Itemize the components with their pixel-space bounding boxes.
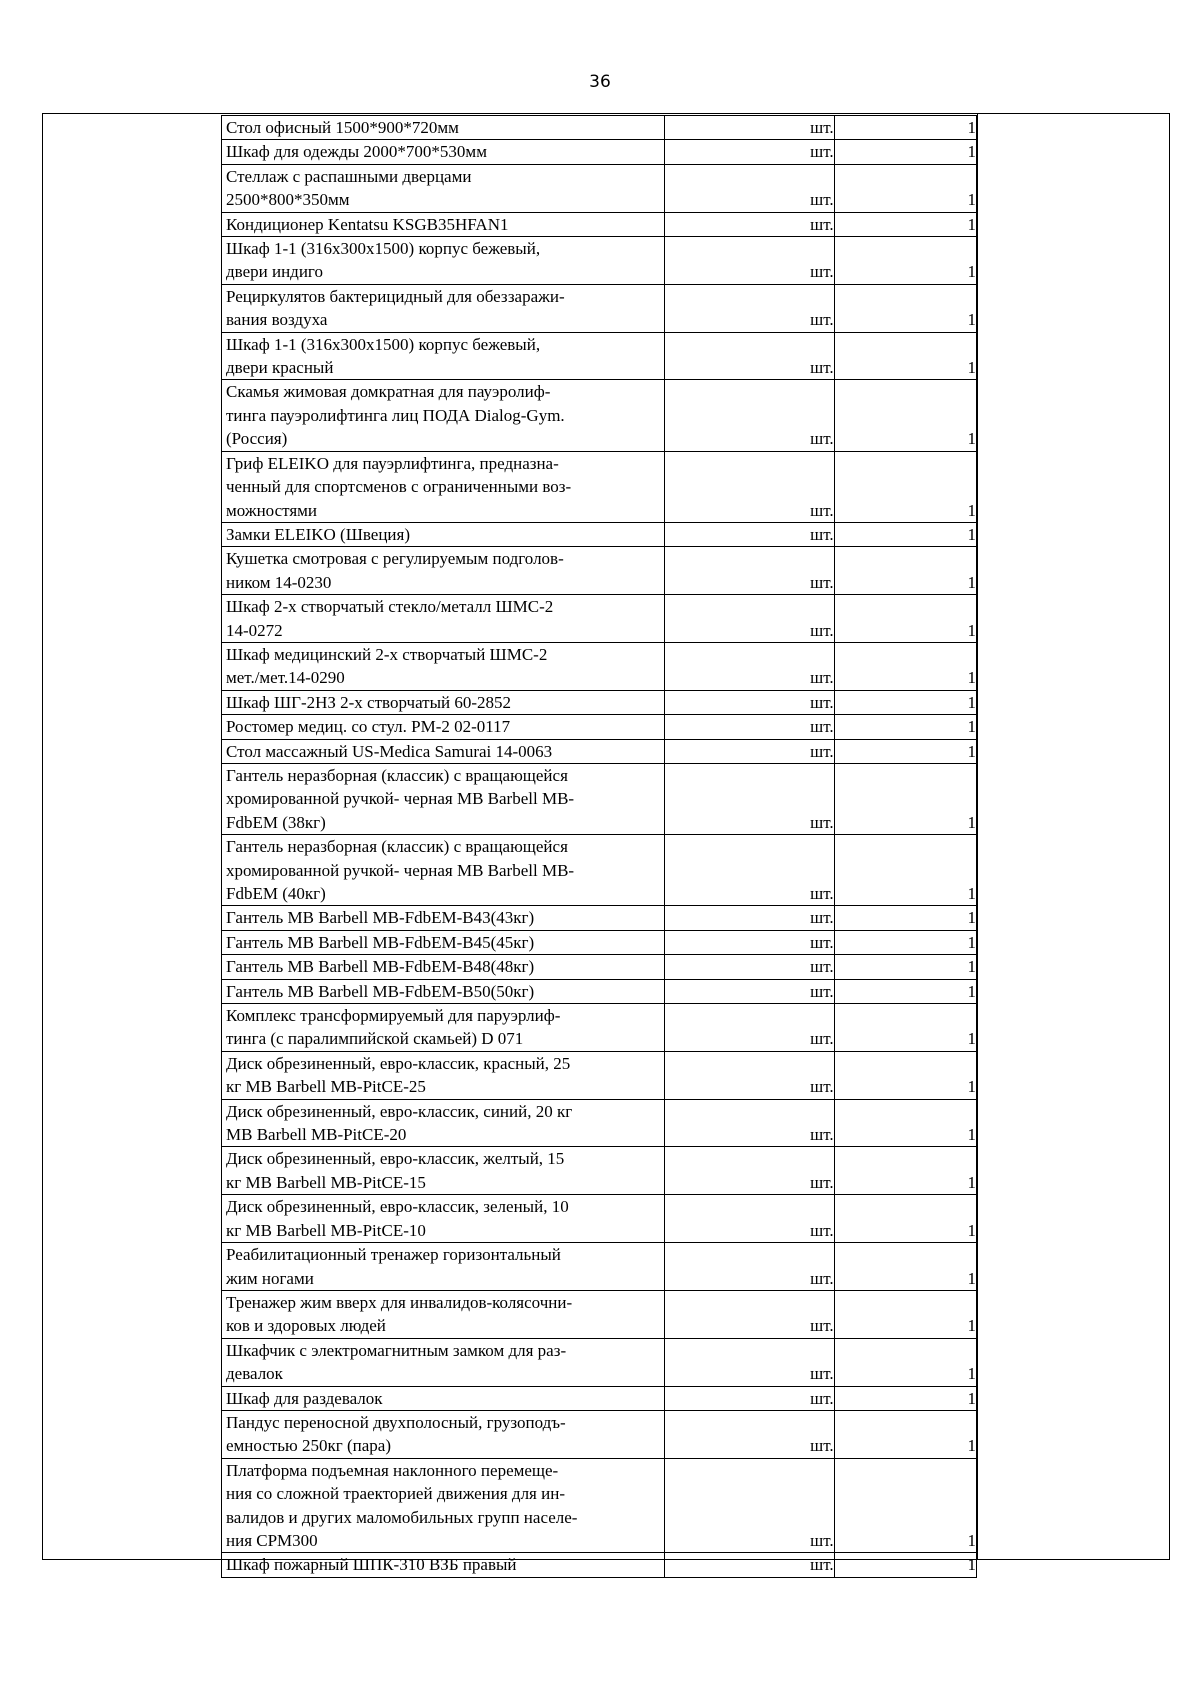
item-unit-cell: шт. <box>665 1099 834 1147</box>
item-name-line: FdbEM (40кг) <box>226 884 326 903</box>
table-row <box>222 642 977 690</box>
item-qty-cell: 1 <box>834 979 976 1003</box>
item-unit-cell: шт. <box>665 1147 834 1195</box>
item-name-cell <box>222 1338 665 1386</box>
table-row <box>222 380 977 451</box>
item-name-line: Диск обрезиненный, евро-классик, зеленый, 10 <box>226 1197 569 1217</box>
item-name-line: Гантель неразборная (классик) с вращающейся <box>226 837 568 857</box>
item-name-cell <box>222 1386 665 1410</box>
item-name-line: вания воздуха <box>226 310 328 330</box>
item-name-cell <box>222 1147 665 1195</box>
item-unit-cell: шт. <box>665 1338 834 1386</box>
item-unit-cell: шт. <box>665 237 834 285</box>
item-name-cell <box>222 1290 665 1338</box>
item-qty-cell: 1 <box>834 739 976 763</box>
item-name-line: Шкаф 2-х створчатый стекло/металл ШМС-2 <box>226 597 554 617</box>
item-name-line: Стол массажный US-Medica Samurai 14-0063 <box>226 741 553 761</box>
item-name-cell <box>222 547 665 595</box>
item-name-cell <box>222 642 665 690</box>
item-name-line: хромированной ручкой- черная MB Barbell MB- <box>226 860 575 880</box>
item-qty-cell: 1 <box>834 1099 976 1147</box>
table-row <box>222 1553 977 1577</box>
table-row <box>222 140 977 164</box>
table-row <box>222 547 977 595</box>
item-name-line: Шкаф медицинский 2-х створчатый ШМС-2 <box>226 644 548 664</box>
table-row <box>222 739 977 763</box>
item-name-cell <box>222 1195 665 1243</box>
item-name-line: можностями <box>226 500 318 520</box>
item-unit-cell: шт. <box>665 1004 834 1052</box>
item-name-line: Диск обрезиненный, евро-классик, синий, 20 кг <box>226 1101 573 1121</box>
item-unit-cell: шт. <box>665 1386 834 1410</box>
item-unit-cell: шт. <box>665 979 834 1003</box>
item-unit-cell: шт. <box>665 930 834 954</box>
table-row <box>222 715 977 739</box>
item-name-line: Скамья жимовая домкратная для пауэролиф- <box>226 382 551 402</box>
item-qty-cell: 1 <box>834 212 976 236</box>
item-name-line: ния СРМ300 <box>226 1530 318 1550</box>
table-row <box>222 1099 977 1147</box>
item-unit-cell: шт. <box>665 284 834 332</box>
item-name-line: Шкаф ШГ-2НЗ 2-х створчатый 60-2852 <box>226 692 512 712</box>
item-qty-cell: 1 <box>834 140 976 164</box>
item-unit-cell: шт. <box>665 739 834 763</box>
item-name-line: Реабилитационный тренажер горизонтальный <box>226 1245 561 1265</box>
item-unit-cell: шт. <box>665 1195 834 1243</box>
table-row <box>222 164 977 212</box>
item-name-line: MB Barbell MB-PitCE-20 <box>226 1125 407 1145</box>
item-qty-cell: 1 <box>834 380 976 451</box>
table-row <box>222 906 977 930</box>
item-name-cell <box>222 595 665 643</box>
item-name-line: ником 14-0230 <box>226 572 332 592</box>
item-qty-cell: 1 <box>834 763 976 834</box>
item-unit-cell: шт. <box>665 955 834 979</box>
item-unit-cell: шт. <box>665 595 834 643</box>
item-name-cell <box>222 451 665 522</box>
item-name-line: ченный для спортсменов с ограниченными воз- <box>226 477 572 497</box>
item-qty-cell: 1 <box>834 642 976 690</box>
item-name-line: тинга пауэролифтинга лиц ПОДА Dialog-Gym. <box>226 405 565 425</box>
item-qty-cell: 1 <box>834 1051 976 1099</box>
table-row <box>222 212 977 236</box>
item-name-line: Диск обрезиненный, евро-классик, желтый, 15 <box>226 1149 565 1169</box>
item-qty-cell: 1 <box>834 835 976 906</box>
item-qty-cell: 1 <box>834 1458 976 1553</box>
item-qty-cell: 1 <box>834 1195 976 1243</box>
item-name-line: ния со сложной траекторией движения для ин- <box>226 1484 565 1504</box>
item-name-line: Гантель MB Barbell MB-FdbEM-B43(43кг) <box>226 908 535 928</box>
item-unit-cell: шт. <box>665 642 834 690</box>
item-qty-cell: 1 <box>834 1338 976 1386</box>
item-name-cell <box>222 140 665 164</box>
item-name-cell <box>222 1553 665 1577</box>
item-name-line: Ростомер медиц. со стул. РМ-2 02-0117 <box>226 717 511 737</box>
item-name-line: жим ногами <box>226 1268 314 1288</box>
item-qty-cell: 1 <box>834 1553 976 1577</box>
table-row <box>222 1410 977 1458</box>
item-name-line: Рециркулятов бактерицидный для обеззаражи- <box>226 286 565 306</box>
table-row <box>222 1195 977 1243</box>
item-name-line: емностью 250кг (пара) <box>226 1436 391 1456</box>
item-name-line: Кондиционер Kentatsu KSGB35HFAN1 <box>226 214 509 234</box>
item-name-cell <box>222 116 665 140</box>
table-row <box>222 1458 977 1553</box>
item-qty-cell: 1 <box>834 237 976 285</box>
table-row <box>222 930 977 954</box>
table-right-divider <box>977 113 978 1560</box>
item-unit-cell: шт. <box>665 906 834 930</box>
item-unit-cell: шт. <box>665 1410 834 1458</box>
item-name-cell <box>222 332 665 380</box>
item-name-line: Шкаф пожарный ШПК-310 ВЗБ правый <box>226 1555 517 1575</box>
item-name-line: Тренажер жим вверх для инвалидов-колясочни- <box>226 1292 573 1312</box>
table-row <box>222 1147 977 1195</box>
item-unit-cell: шт. <box>665 690 834 714</box>
item-name-line: (Россия) <box>226 429 288 449</box>
item-qty-cell: 1 <box>834 1290 976 1338</box>
item-name-line: Шкаф 1-1 (316х300х1500) корпус бежевый, <box>226 334 541 354</box>
items-table <box>221 115 977 1578</box>
item-name-line: Кушетка смотровая с регулируемым подголов- <box>226 549 564 569</box>
item-name-cell <box>222 380 665 451</box>
item-unit-cell: шт. <box>665 547 834 595</box>
item-qty-cell: 1 <box>834 547 976 595</box>
table-row <box>222 690 977 714</box>
item-name-cell <box>222 930 665 954</box>
item-qty-cell: 1 <box>834 1147 976 1195</box>
table-row <box>222 979 977 1003</box>
item-unit-cell: шт. <box>665 380 834 451</box>
item-name-cell <box>222 1410 665 1458</box>
item-qty-cell: 1 <box>834 930 976 954</box>
table-row <box>222 1051 977 1099</box>
item-name-line: Шкаф для раздевалок <box>226 1388 383 1408</box>
item-name-line: Диск обрезиненный, евро-классик, красный, 25 <box>226 1053 571 1073</box>
item-name-line: Шкаф для одежды 2000*700*530мм <box>226 142 487 162</box>
item-unit-cell: шт. <box>665 1458 834 1553</box>
table-row <box>222 955 977 979</box>
item-qty-cell: 1 <box>834 690 976 714</box>
item-qty-cell: 1 <box>834 332 976 380</box>
item-name-line: девалок <box>226 1364 283 1384</box>
item-unit-cell: шт. <box>665 715 834 739</box>
item-name-cell <box>222 739 665 763</box>
item-name-line: Шкафчик с электромагнитным замком для раз- <box>226 1340 567 1360</box>
item-name-cell <box>222 212 665 236</box>
item-name-cell <box>222 1243 665 1291</box>
table-row <box>222 522 977 546</box>
item-name-line: Пандус переносной двухполосный, грузоподъ- <box>226 1412 566 1432</box>
item-name-line: Комплекс трансформируемый для паруэрлиф- <box>226 1006 561 1026</box>
item-unit-cell: шт. <box>665 451 834 522</box>
item-name-line: Стеллаж с распашными дверцами <box>226 166 472 186</box>
item-name-line: двери красный <box>226 358 334 378</box>
item-qty-cell: 1 <box>834 595 976 643</box>
table-row <box>222 451 977 522</box>
item-name-cell <box>222 715 665 739</box>
item-name-cell <box>222 1458 665 1553</box>
item-name-line: Гантель неразборная (классик) с вращающейся <box>226 765 568 785</box>
item-name-line: кг MB Barbell MB-PitCE-25 <box>226 1077 426 1097</box>
item-name-line: мет./мет.14-0290 <box>226 668 345 688</box>
item-name-line: тинга (с паралимпийской скамьей) D 071 <box>226 1029 524 1049</box>
item-name-line: Гантель MB Barbell MB-FdbEM-B50(50кг) <box>226 981 535 1001</box>
item-name-cell <box>222 1099 665 1147</box>
item-name-line: Гантель MB Barbell MB-FdbEM-B48(48кг) <box>226 957 535 977</box>
item-name-line: двери индиго <box>226 262 323 282</box>
item-unit-cell: шт. <box>665 763 834 834</box>
item-qty-cell: 1 <box>834 1386 976 1410</box>
table-row <box>222 116 977 140</box>
item-unit-cell: шт. <box>665 212 834 236</box>
item-qty-cell: 1 <box>834 1004 976 1052</box>
item-name-line: Гантель MB Barbell MB-FdbEM-B45(45кг) <box>226 932 535 952</box>
item-unit-cell: шт. <box>665 1051 834 1099</box>
item-qty-cell: 1 <box>834 451 976 522</box>
item-unit-cell: шт. <box>665 116 834 140</box>
item-name-line: 2500*800*350мм <box>226 190 350 210</box>
item-name-line: Замки ELEIKO (Швеция) <box>226 524 411 544</box>
item-name-line: Шкаф 1-1 (316х300х1500) корпус бежевый, <box>226 239 541 259</box>
table-row <box>222 835 977 906</box>
item-name-line: Гриф ELEIKO для пауэрлифтинга, предназна- <box>226 453 559 473</box>
item-name-cell <box>222 979 665 1003</box>
item-qty-cell: 1 <box>834 906 976 930</box>
item-unit-cell: шт. <box>665 522 834 546</box>
item-name-cell <box>222 1004 665 1052</box>
table-row <box>222 1004 977 1052</box>
item-name-line: ков и здоровых людей <box>226 1316 386 1336</box>
table-row <box>222 763 977 834</box>
table-row <box>222 332 977 380</box>
items-table-body <box>222 116 977 1578</box>
table-row <box>222 595 977 643</box>
item-name-cell <box>222 690 665 714</box>
item-unit-cell: шт. <box>665 164 834 212</box>
item-qty-cell: 1 <box>834 1410 976 1458</box>
table-row <box>222 1290 977 1338</box>
item-qty-cell: 1 <box>834 955 976 979</box>
item-name-cell <box>222 955 665 979</box>
item-qty-cell: 1 <box>834 164 976 212</box>
item-qty-cell: 1 <box>834 284 976 332</box>
item-unit-cell: шт. <box>665 835 834 906</box>
item-name-line: кг MB Barbell MB-PitCE-15 <box>226 1172 426 1192</box>
item-name-cell <box>222 237 665 285</box>
item-name-cell <box>222 763 665 834</box>
item-name-line: FdbEM (38кг) <box>226 812 326 832</box>
table-row <box>222 1338 977 1386</box>
table-row <box>222 1243 977 1291</box>
item-name-line: Платформа подъемная наклонного перемеще- <box>226 1460 559 1480</box>
item-name-line: валидов и других маломобильных групп населе- <box>226 1507 578 1527</box>
item-unit-cell: шт. <box>665 332 834 380</box>
item-name-cell <box>222 1051 665 1099</box>
item-unit-cell: шт. <box>665 1243 834 1291</box>
item-unit-cell: шт. <box>665 140 834 164</box>
item-name-line: Стол офисный 1500*900*720мм <box>226 118 459 137</box>
item-qty-cell: 1 <box>834 1243 976 1291</box>
item-name-line: кг MB Barbell MB-PitCE-10 <box>226 1220 426 1240</box>
page-number: 36 <box>589 72 611 92</box>
table-row <box>222 1386 977 1410</box>
item-name-cell <box>222 906 665 930</box>
item-name-cell <box>222 164 665 212</box>
item-unit-cell: шт. <box>665 1553 834 1577</box>
item-name-cell <box>222 522 665 546</box>
item-name-line: 14-0272 <box>226 620 283 640</box>
table-row <box>222 237 977 285</box>
item-name-cell <box>222 835 665 906</box>
item-name-line: хромированной ручкой- черная MB Barbell MB- <box>226 789 575 809</box>
item-qty-cell: 1 <box>834 522 976 546</box>
item-qty-cell: 1 <box>834 715 976 739</box>
item-name-cell <box>222 284 665 332</box>
item-qty-cell: 1 <box>834 116 976 140</box>
table-row <box>222 284 977 332</box>
item-unit-cell: шт. <box>665 1290 834 1338</box>
